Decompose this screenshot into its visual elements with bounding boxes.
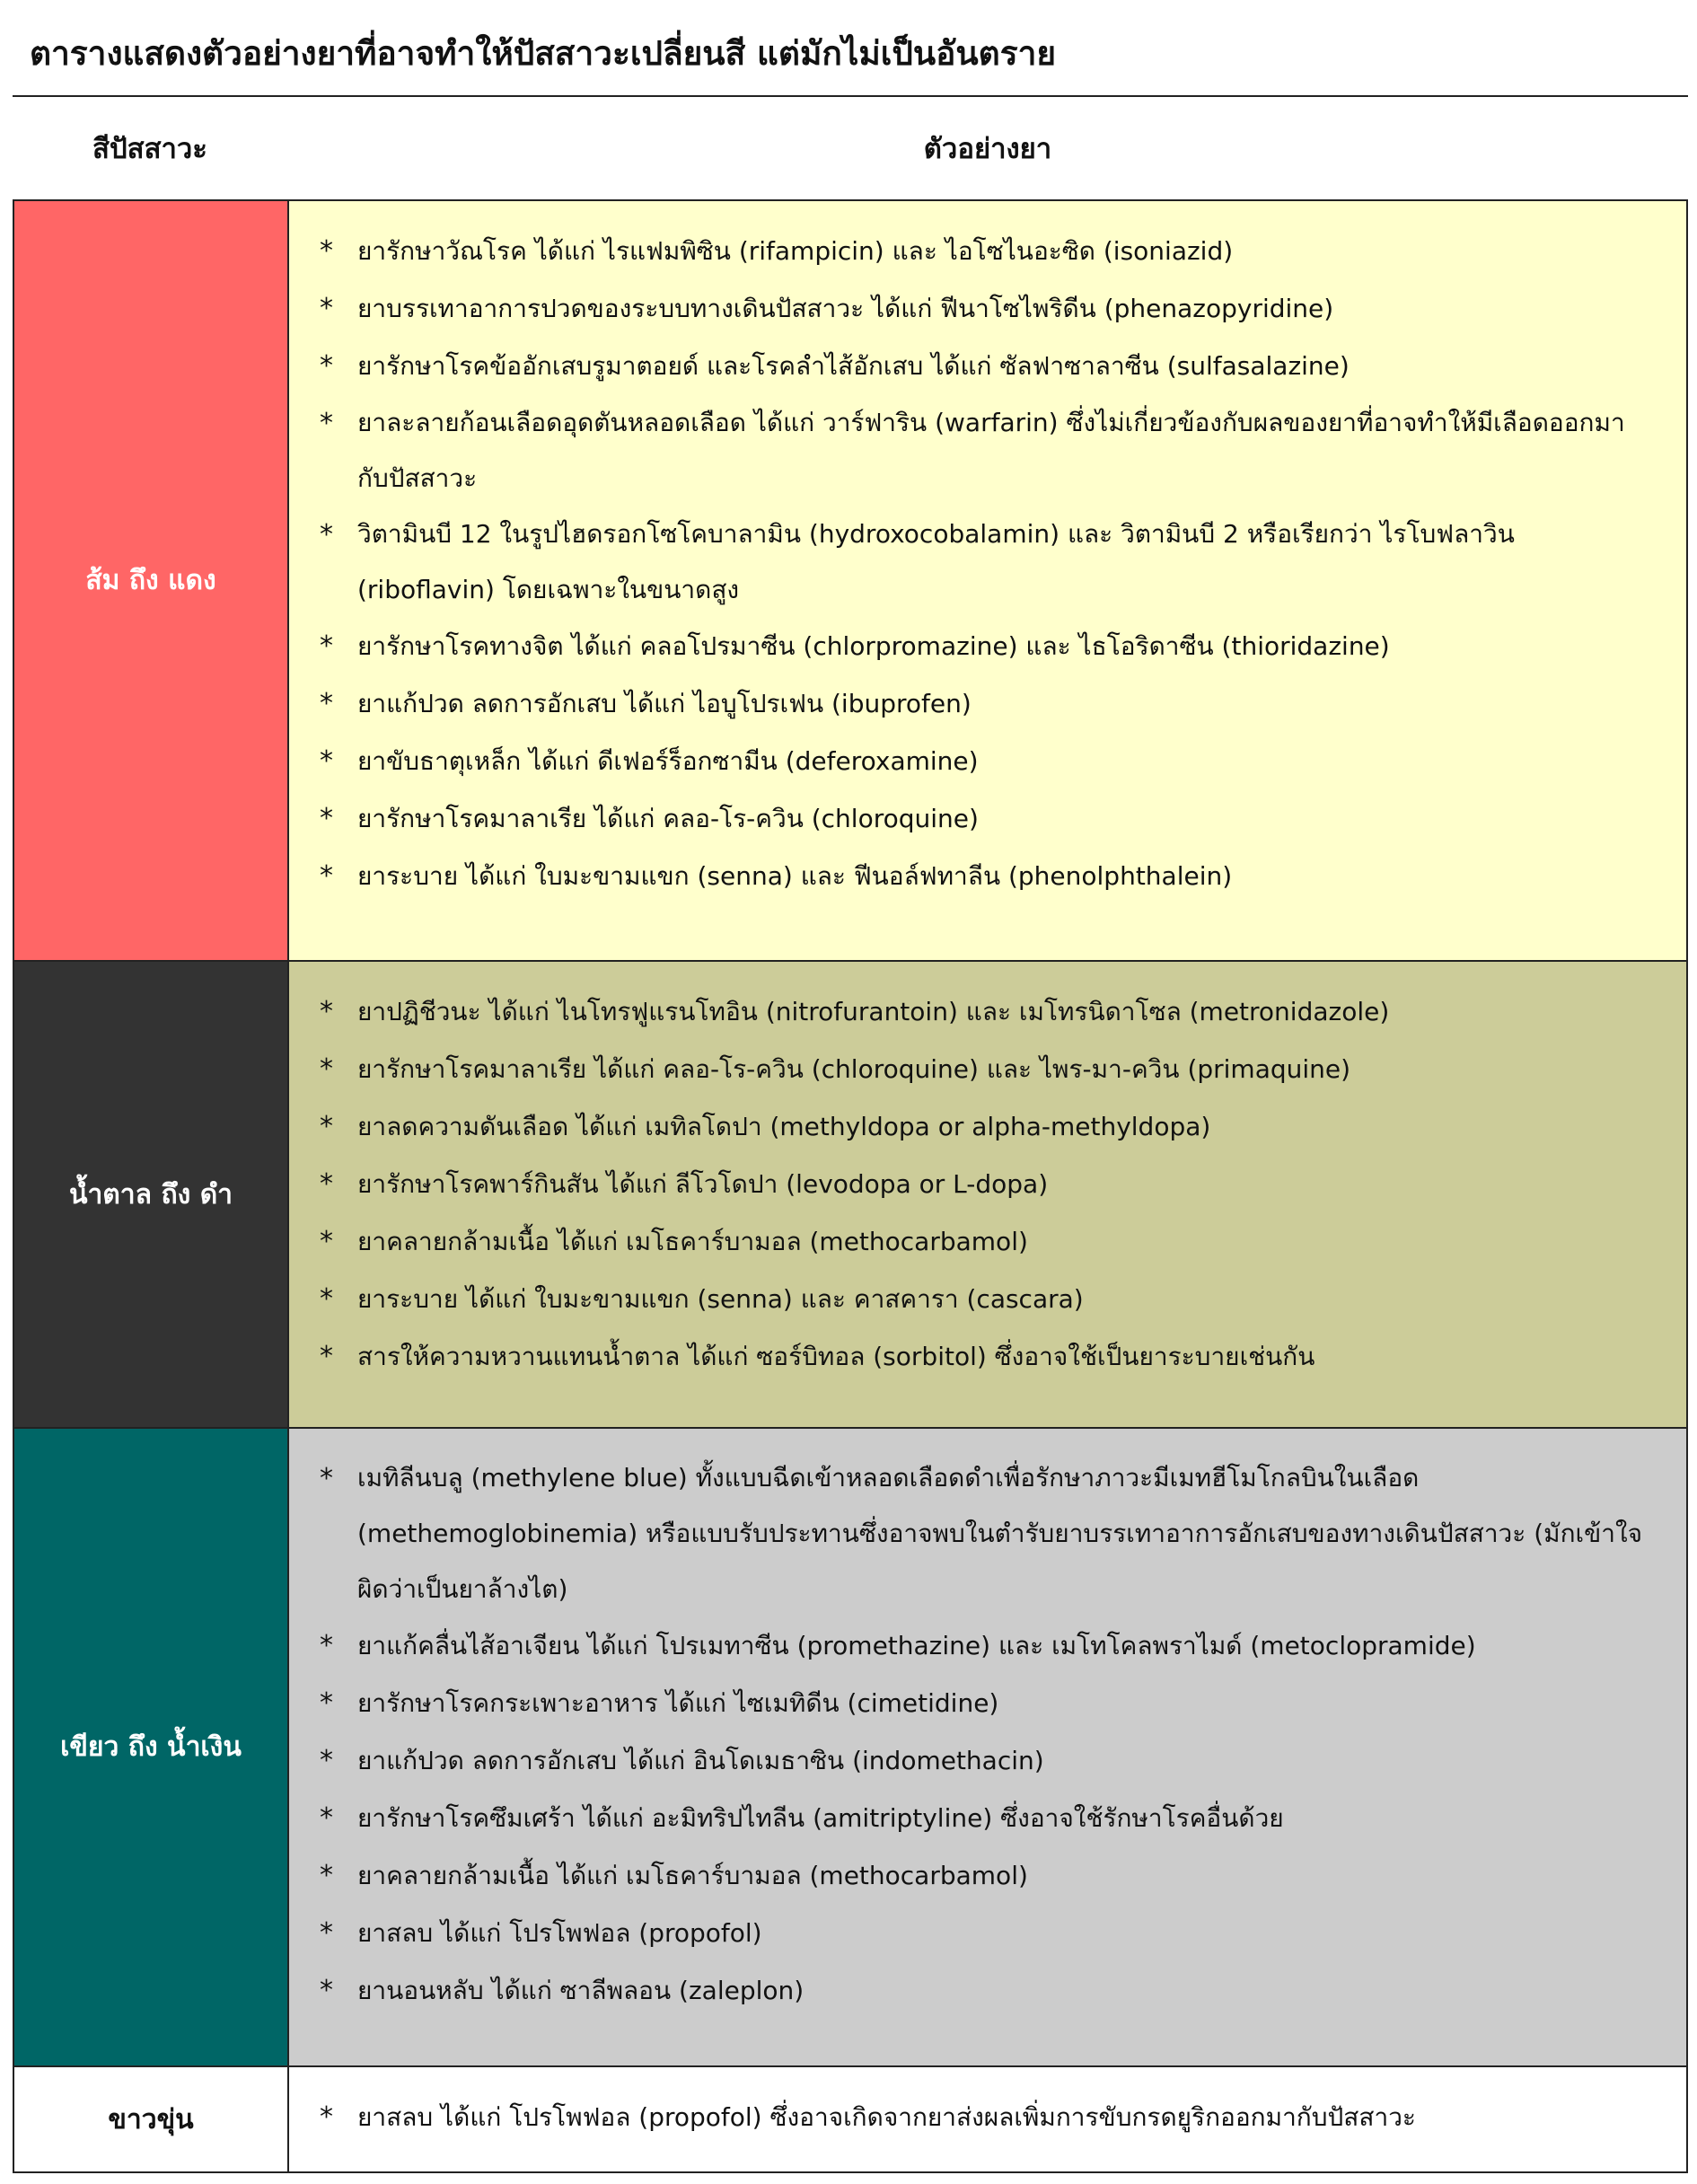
table-row-green-blue [13,1429,1688,2067]
bullet-star-icon: * [320,1463,333,1494]
bullet-star-icon: * [320,2101,333,2133]
bullet-star-icon: * [320,1917,333,1949]
list-item [320,1041,1650,1098]
list-item [320,1098,1650,1156]
bullet-star-icon: * [320,1168,333,1200]
list-item [320,1962,1650,2020]
list-item [320,733,1650,790]
list-item [320,1213,1650,1271]
drug-entry: ยาแก้ปวด ลดการอักเสบ ได้แก่ ไอบูโปรเฟน (ibuprofen) [357,689,972,718]
title-divider [13,95,1688,97]
list-item [320,1905,1650,1962]
drug-entry: ยาลดความดันเลือด ได้แก่ เมทิลโดปา (methyldopa or alpha-methyldopa) [357,1112,1211,1141]
list-item [320,506,1650,618]
bullet-star-icon: * [320,1745,333,1776]
drug-entry: ยาสลบ ได้แก่ โปรโพฟอล (propofol) ซึ่งอาจเกิดจากยาส่งผลเพิ่มการขับกรดยูริกออกมากับปัสสาวะ [357,2102,1416,2132]
color-label-green-blue: เขียว ถึง น้ำเงิน [14,1429,289,2065]
color-label-brown-black: น้ำตาล ถึง ดำ [14,962,289,1427]
column-header-drug-examples: ตัวอย่างยา [923,133,1052,165]
table-row-orange-red [13,201,1688,962]
bullet-star-icon: * [320,745,333,777]
color-label-cloudy-white: ขาวขุ่น [14,2067,289,2171]
bullet-star-icon: * [320,1860,333,1891]
column-header-urine-color: สีปัสสาวะ [92,133,207,165]
drug-list-brown-black [289,962,1686,1427]
drug-entry: ยาคลายกล้ามเนื้อ ได้แก่ เมโธคาร์บามอล (methocarbamol) [357,1227,1028,1256]
list-item [320,1328,1650,1386]
drug-entry: ยารักษาโรคข้ออักเสบรูมาตอยด์ และโรคลำไส้อักเสบ ได้แก่ ซัลฟาซาลาซีน (sulfasalazine) [357,351,1350,381]
drug-entry: ยาปฏิชีวนะ ได้แก่ ไนโทรฟูแรนโทอิน (nitrofurantoin) และ เมโทรนิดาโซล (metronidazole) [357,997,1390,1026]
list-item [320,1790,1650,1847]
drug-entry: ยาระบาย ได้แก่ ใบมะขามแขก (senna) และ ฟีนอล์ฟทาลีน (phenolphthalein) [357,861,1233,891]
list-item [320,395,1650,506]
bullet-star-icon: * [320,1053,333,1085]
bullet-star-icon: * [320,1687,333,1719]
table-row-cloudy-white [13,2067,1688,2173]
list-item [320,1847,1650,1905]
drug-entry: ยาคลายกล้ามเนื้อ ได้แก่ เมโธคาร์บามอล (methocarbamol) [357,1861,1028,1890]
list-item [320,1732,1650,1790]
list-item [320,848,1650,905]
bullet-star-icon: * [320,1975,333,2006]
list-item [320,1450,1650,1617]
drug-entry: ยานอนหลับ ได้แก่ ซาลีพลอน (zaleplon) [357,1976,805,2005]
urine-color-drug-table [13,199,1688,2173]
table-title: ตารางแสดงตัวอย่างยาที่อาจทำให้ปัสสาวะเปลี่ยนสี แต่มักไม่เป็นอันตราย [30,34,1057,73]
drug-entry: ยาขับธาตุเหล็ก ได้แก่ ดีเฟอร์ร็อกซามีน (deferoxamine) [357,746,979,776]
drug-list-orange-red [289,201,1686,960]
list-item [320,2089,1650,2146]
drug-entry: ยาแก้คลื่นไส้อาเจียน ได้แก่ โปรเมทาซีน (promethazine) และ เมโทโคลพราไมด์ (metoclopramide) [357,1631,1476,1660]
bullet-star-icon: * [320,235,333,267]
drug-entry: ยารักษาโรคซึมเศร้า ได้แก่ อะมิทริปไทลีน (amitriptyline) ซึ่งอาจใช้รักษาโรคอื่นด้วย [357,1803,1284,1833]
bullet-star-icon: * [320,860,333,892]
list-item [320,618,1650,675]
drug-entry: ยารักษาโรคมาลาเรีย ได้แก่ คลอ-โร-ควิน (chloroquine) [357,804,979,833]
list-item [320,280,1650,338]
drug-entry: ยาแก้ปวด ลดการอักเสบ ได้แก่ อินโดเมธาซิน (indomethacin) [357,1746,1044,1775]
drug-entry: ยารักษาโรคมาลาเรีย ได้แก่ คลอ-โร-ควิน (chloroquine) และ ไพร-มา-ควิน (primaquine) [357,1054,1351,1084]
list-item [320,338,1650,395]
drug-entry: สารให้ความหวานแทนน้ำตาล ได้แก่ ซอร์บิทอล (sorbitol) ซึ่งอาจใช้เป็นยาระบายเช่นกัน [357,1342,1315,1371]
bullet-star-icon: * [320,1111,333,1142]
drug-entry: ยาสลบ ได้แก่ โปรโพฟอล (propofol) [357,1918,762,1948]
bullet-star-icon: * [320,688,333,719]
drug-entry: ยาละลายก้อนเลือดอุดตันหลอดเลือด ได้แก่ วาร์ฟาริน (warfarin) ซึ่งไม่เกี่ยวข้องกับผลของยาที่อาจทำให้มีเลือดออกมากับปัสสาวะ [357,408,1625,493]
bullet-star-icon: * [320,1226,333,1257]
bullet-star-icon: * [320,350,333,382]
table-row-brown-black [13,962,1688,1429]
list-item [320,1156,1650,1213]
list-item [320,1675,1650,1732]
bullet-star-icon: * [320,519,333,550]
list-item [320,983,1650,1041]
drug-entry: ยารักษาโรคพาร์กินสัน ได้แก่ ลีโวโดปา (levodopa or L-dopa) [357,1169,1049,1199]
drug-entry: เมทิลีนบลู (methylene blue) ทั้งแบบฉีดเข้าหลอดเลือดดำเพื่อรักษาภาวะมีเมทฮีโมโกลบินในเลือด (methemoglobinemia) หรือแบบรับประทานซึ่งอาจพบในตำรับยาบรรเทาอาการอักเสบของทางเดินปัสสาวะ (มักเข้าใจผิดว่าเป็นยาล้างไต) [357,1463,1643,1604]
list-item [320,1271,1650,1328]
list-item [320,675,1650,733]
list-item [320,790,1650,848]
drug-entry: ยาระบาย ได้แก่ ใบมะขามแขก (senna) และ คาสคารา (cascara) [357,1284,1084,1314]
drug-entry: ยารักษาโรคกระเพาะอาหาร ได้แก่ ไซเมทิดีน (cimetidine) [357,1688,999,1718]
drug-entry: ยารักษาโรคทางจิต ได้แก่ คลอโปรมาซีน (chlorpromazine) และ ไธโอริดาซีน (thioridazine) [357,631,1390,661]
bullet-star-icon: * [320,1802,333,1834]
drug-entry: ยาบรรเทาอาการปวดของระบบทางเดินปัสสาวะ ได้แก่ ฟีนาโซไพริดีน (phenazopyridine) [357,294,1334,323]
bullet-star-icon: * [320,630,333,662]
bullet-star-icon: * [320,996,333,1027]
drug-entry: วิตามินบี 12 ในรูปไฮดรอกโซโคบาลามิน (hydroxocobalamin) และ วิตามินบี 2 หรือเรียกว่า ไรโบฟลาวิน (riboflavin) โดยเฉพาะในขนาดสูง [357,519,1515,604]
bullet-star-icon: * [320,803,333,834]
bullet-star-icon: * [320,1341,333,1372]
drug-list-green-blue [289,1429,1686,2065]
list-item [320,1617,1650,1675]
drug-entry: ยารักษาวัณโรค ได้แก่ ไรแฟมพิซิน (rifampicin) และ ไอโซไนอะซิด (isoniazid) [357,236,1234,266]
bullet-star-icon: * [320,1630,333,1661]
drug-list-cloudy-white [289,2067,1686,2171]
bullet-star-icon: * [320,293,333,324]
bullet-star-icon: * [320,408,333,439]
list-item [320,223,1650,280]
color-label-orange-red: ส้ม ถึง แดง [14,201,289,960]
bullet-star-icon: * [320,1283,333,1315]
